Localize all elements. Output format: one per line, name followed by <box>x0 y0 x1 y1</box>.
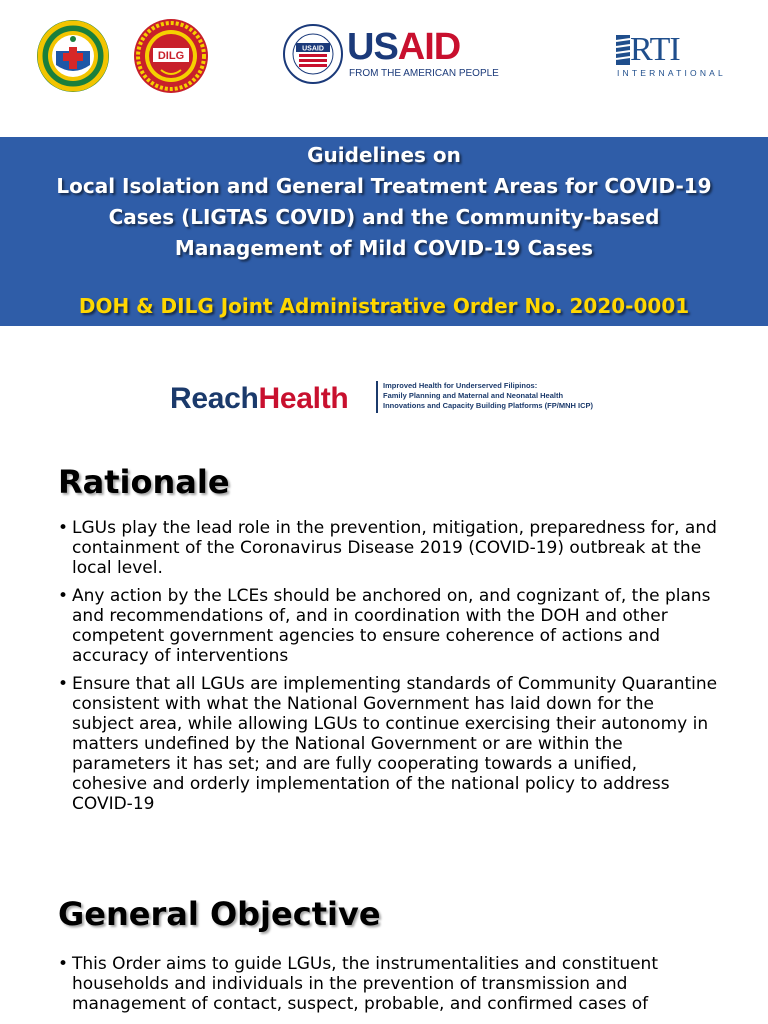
rationale-list <box>58 518 726 822</box>
reachhealth-wordmark: ReachHealth <box>170 382 349 415</box>
rti-subtitle: INTERNATIONAL <box>617 68 726 78</box>
banner-line-3: Cases (LIGTAS COVID) and the Community-based <box>108 205 660 229</box>
list-item: • LGUs play the lead role in the prevention, mitigation, preparedness for, and containment of the Coronavirus Disease 2019 (COVID-19) outbreak at the local level. <box>58 518 726 578</box>
reachhealth-description: Improved Health for Underserved Filipinos: Family Planning and Maternal and Neonatal Health Innovations and Capacity Building Platforms (FP/MNH ICP) <box>383 381 594 410</box>
usaid-wordmark: USAID <box>347 26 461 68</box>
list-item: • Any action by the LCEs should be anchored on, and cognizant of, the plans and recommendations of, and in coordination with the DOH and other competent government agencies to ensure coherence of actions and accuracy of interventions <box>58 586 726 666</box>
banner-line-2: Local Isolation and General Treatment Areas for COVID-19 <box>56 174 712 198</box>
usaid-seal-icon <box>283 24 343 84</box>
partner-logos <box>0 0 768 130</box>
usaid-logo <box>283 24 499 86</box>
banner-line-1: Guidelines on <box>307 143 461 167</box>
doh-seal-logo <box>36 19 110 93</box>
usaid-tagline: FROM THE AMERICAN PEOPLE <box>349 68 499 79</box>
rti-logo <box>614 33 730 81</box>
list-item: • Ensure that all LGUs are implementing standards of Community Quarantine consistent with what the National Government has laid down for the subject area, while allowing LGUs to continue exercising their autonomy in matters undefined by the National Government or are within the parameters it has set; and are fully cooperating towards a unified, cohesive and orderly implementation of the national policy to address COVID-19 <box>58 674 726 814</box>
general-objective-heading: General Objective <box>58 895 381 933</box>
objective-list <box>58 954 726 1022</box>
title-banner <box>0 137 768 326</box>
reachhealth-divider <box>376 381 378 413</box>
rti-name: RTI <box>630 31 680 68</box>
reachhealth-logo <box>170 378 610 422</box>
list-item: • This Order aims to guide LGUs, the instrumentalities and constituent households and individuals in the prevention of transmission and management of contact, suspect, probable, and confirmed cases of <box>58 954 726 1014</box>
dilg-seal-label: DILG <box>157 50 185 62</box>
rationale-heading: Rationale <box>58 463 230 501</box>
dilg-seal-logo <box>133 18 209 94</box>
administrative-order-number: DOH & DILG Joint Administrative Order No. 2020-0001 <box>78 294 690 318</box>
usaid-seal-label: USAID <box>302 45 324 53</box>
banner-line-4: Management of Mild COVID-19 Cases <box>174 236 594 260</box>
